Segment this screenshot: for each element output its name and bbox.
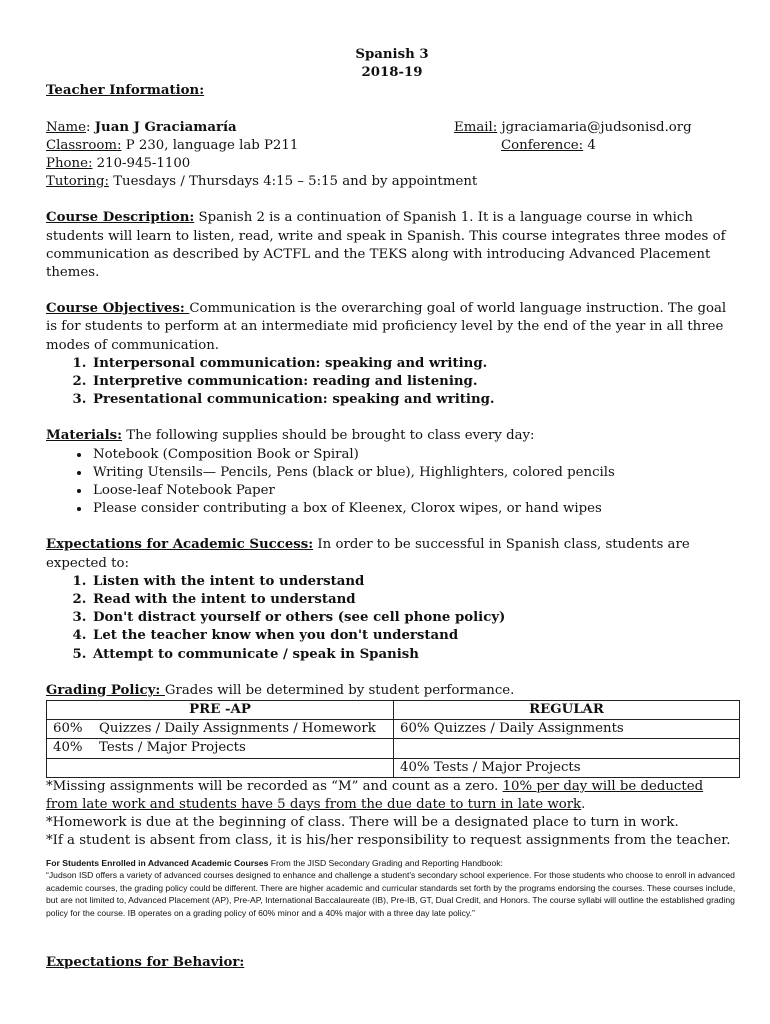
conference-value: 4 — [587, 137, 596, 153]
expectations — [46, 536, 738, 572]
list-item: 2. Interpretive communication: reading and listening. — [91, 373, 738, 391]
table-cell — [47, 739, 394, 758]
name-label: Name — [46, 119, 87, 135]
expectations-text: In order to be successful in Spanish class, students are expected to: — [46, 537, 690, 571]
absence-note: *If a student is absent from class, it is his/her responsibility to request assignments from the teacher. — [46, 833, 731, 849]
phone-value: 210-945-1100 — [96, 155, 191, 171]
materials-list — [46, 446, 738, 519]
tutoring-label: Tutoring: — [46, 174, 109, 190]
materials-text: The following supplies should be brought to class every day: — [126, 428, 535, 444]
tutoring-row — [46, 173, 738, 191]
list-item: 3. Presentational communication: speaking and writing. — [91, 391, 738, 409]
list-item: • Writing Utensils— Pencils, Pens (black or blue), Highlighters, colored pencils — [91, 464, 738, 482]
teacher-email[interactable]: jgraciamaria@judsonisd.org — [501, 119, 692, 135]
preap-desc: Tests / Major Projects — [99, 740, 246, 756]
missing-note-end: . — [581, 797, 586, 813]
course-title: Spanish 3 — [355, 47, 429, 62]
list-item: 4. Let the teacher know when you don't understand — [91, 627, 738, 645]
grading-policy-label: Grading Policy: — [46, 682, 165, 698]
expectations-list — [46, 573, 738, 664]
course-description-label: Course Description: — [46, 210, 195, 226]
handbook-text: “Judson ISD offers a variety of advanced courses designed to enhance and challenge a student's secondary school experience. For those students who choose to enroll in advanced academic courses, the grading policy could be different. There are higher academic and curricular standards set forth by the programs endorsing the courses. These courses include, but are not limited to, Advanced Placement (AP), Pre-AP, International Baccalaureate (IB), Pre-IB, GT, Dual Credit, and Honors. The course syllabi will outline the established grading policy for the course. IB operates on a grading policy of 60% minor and a 40% major with a three day late policy.” — [46, 870, 736, 919]
homework-note: *Homework is due at the beginning of class. There will be a designated place to turn in work. — [46, 815, 679, 831]
column-header-regular: REGULAR — [394, 701, 740, 720]
preap-pct: 60% — [53, 721, 83, 737]
handbook-heading: For Students Enrolled in Advanced Academic Courses — [46, 857, 269, 868]
list-item: • Please consider contributing a box of Kleenex, Clorox wipes, or hand wipes — [91, 500, 738, 518]
table-cell — [47, 720, 394, 739]
course-objectives — [46, 300, 738, 355]
objectives-list — [46, 355, 738, 410]
table-row — [47, 758, 740, 777]
school-year: 2018-19 — [361, 65, 423, 81]
phone-label: Phone: — [46, 155, 93, 171]
table-row — [47, 739, 740, 758]
list-item: 3. Don't distract yourself or others (see cell phone policy) — [91, 609, 738, 627]
course-objectives-label: Course Objectives: — [46, 301, 190, 317]
preap-pct: 40% — [53, 740, 83, 756]
course-objectives-text: Communication is the overarching goal of world language instruction. The goal is for students to perform at an intermediate mid proficiency level by the end of the year in all three modes of communication. — [46, 301, 727, 353]
list-item: 1. Interpersonal communication: speaking and writing. — [91, 355, 738, 373]
syllabus-page — [46, 0, 738, 972]
materials — [46, 427, 738, 445]
classroom-value: P 230, language lab P211 — [125, 137, 299, 153]
missing-note-text: *Missing assignments will be recorded as “M” and count as a zero. — [46, 778, 503, 794]
table-header-row — [47, 701, 740, 720]
materials-label: Materials: — [46, 428, 123, 444]
table-row — [47, 720, 740, 739]
course-description — [46, 209, 738, 282]
email-label: Email: — [454, 119, 498, 135]
classroom-row — [46, 137, 738, 155]
list-item: • Loose-leaf Notebook Paper — [91, 482, 738, 500]
table-cell — [394, 739, 740, 758]
tutoring-value: Tuesdays / Thursdays 4:15 – 5:15 and by appointment — [113, 174, 478, 190]
phone-row — [46, 155, 738, 173]
table-cell: 40% Tests / Major Projects — [394, 758, 740, 777]
handbook-excerpt — [46, 857, 738, 920]
missing-assignments-note — [46, 778, 738, 814]
course-description-text: Spanish 2 is a continuation of Spanish 1. It is a language course in which students will learn to listen, read, write and speak in Spanish. This course integrates three modes of communication as described by ACTFL and the TEKS along with introducing Advanced Placement themes. — [46, 210, 726, 280]
grading-table — [46, 700, 740, 778]
table-cell: 60% Quizzes / Daily Assignments — [394, 720, 740, 739]
behavior-heading: Expectations for Behavior: — [46, 954, 245, 970]
preap-desc: Quizzes / Daily Assignments / Homework — [99, 721, 376, 737]
grading-policy-text: Grades will be determined by student performance. — [164, 682, 515, 698]
table-cell — [47, 758, 394, 777]
column-header-preap: PRE -AP — [47, 701, 394, 720]
name-row: Name: Juan J Graciamaría Email: jgraciamaria@judsonisd.org — [46, 119, 692, 135]
classroom-label: Classroom: — [46, 137, 122, 153]
list-item: 5. Attempt to communicate / speak in Spanish — [91, 646, 738, 664]
grading-policy — [46, 682, 738, 700]
late-work-policy: 10% per day will be deducted from late work and students have 5 days from the due date to turn in late work — [46, 778, 704, 813]
conference-label: Conference: — [501, 137, 584, 153]
handbook-lead: From the JISD Secondary Grading and Reporting Handbook: — [268, 857, 503, 868]
list-item: • Notebook (Composition Book or Spiral) — [91, 446, 738, 464]
expectations-label: Expectations for Academic Success: — [46, 537, 314, 553]
list-item: 2. Read with the intent to understand — [91, 591, 738, 609]
teacher-name: Juan J Graciamaría — [94, 119, 237, 135]
teacher-info-heading: Teacher Information: — [46, 83, 205, 99]
list-item: 1. Listen with the intent to understand — [91, 573, 738, 591]
